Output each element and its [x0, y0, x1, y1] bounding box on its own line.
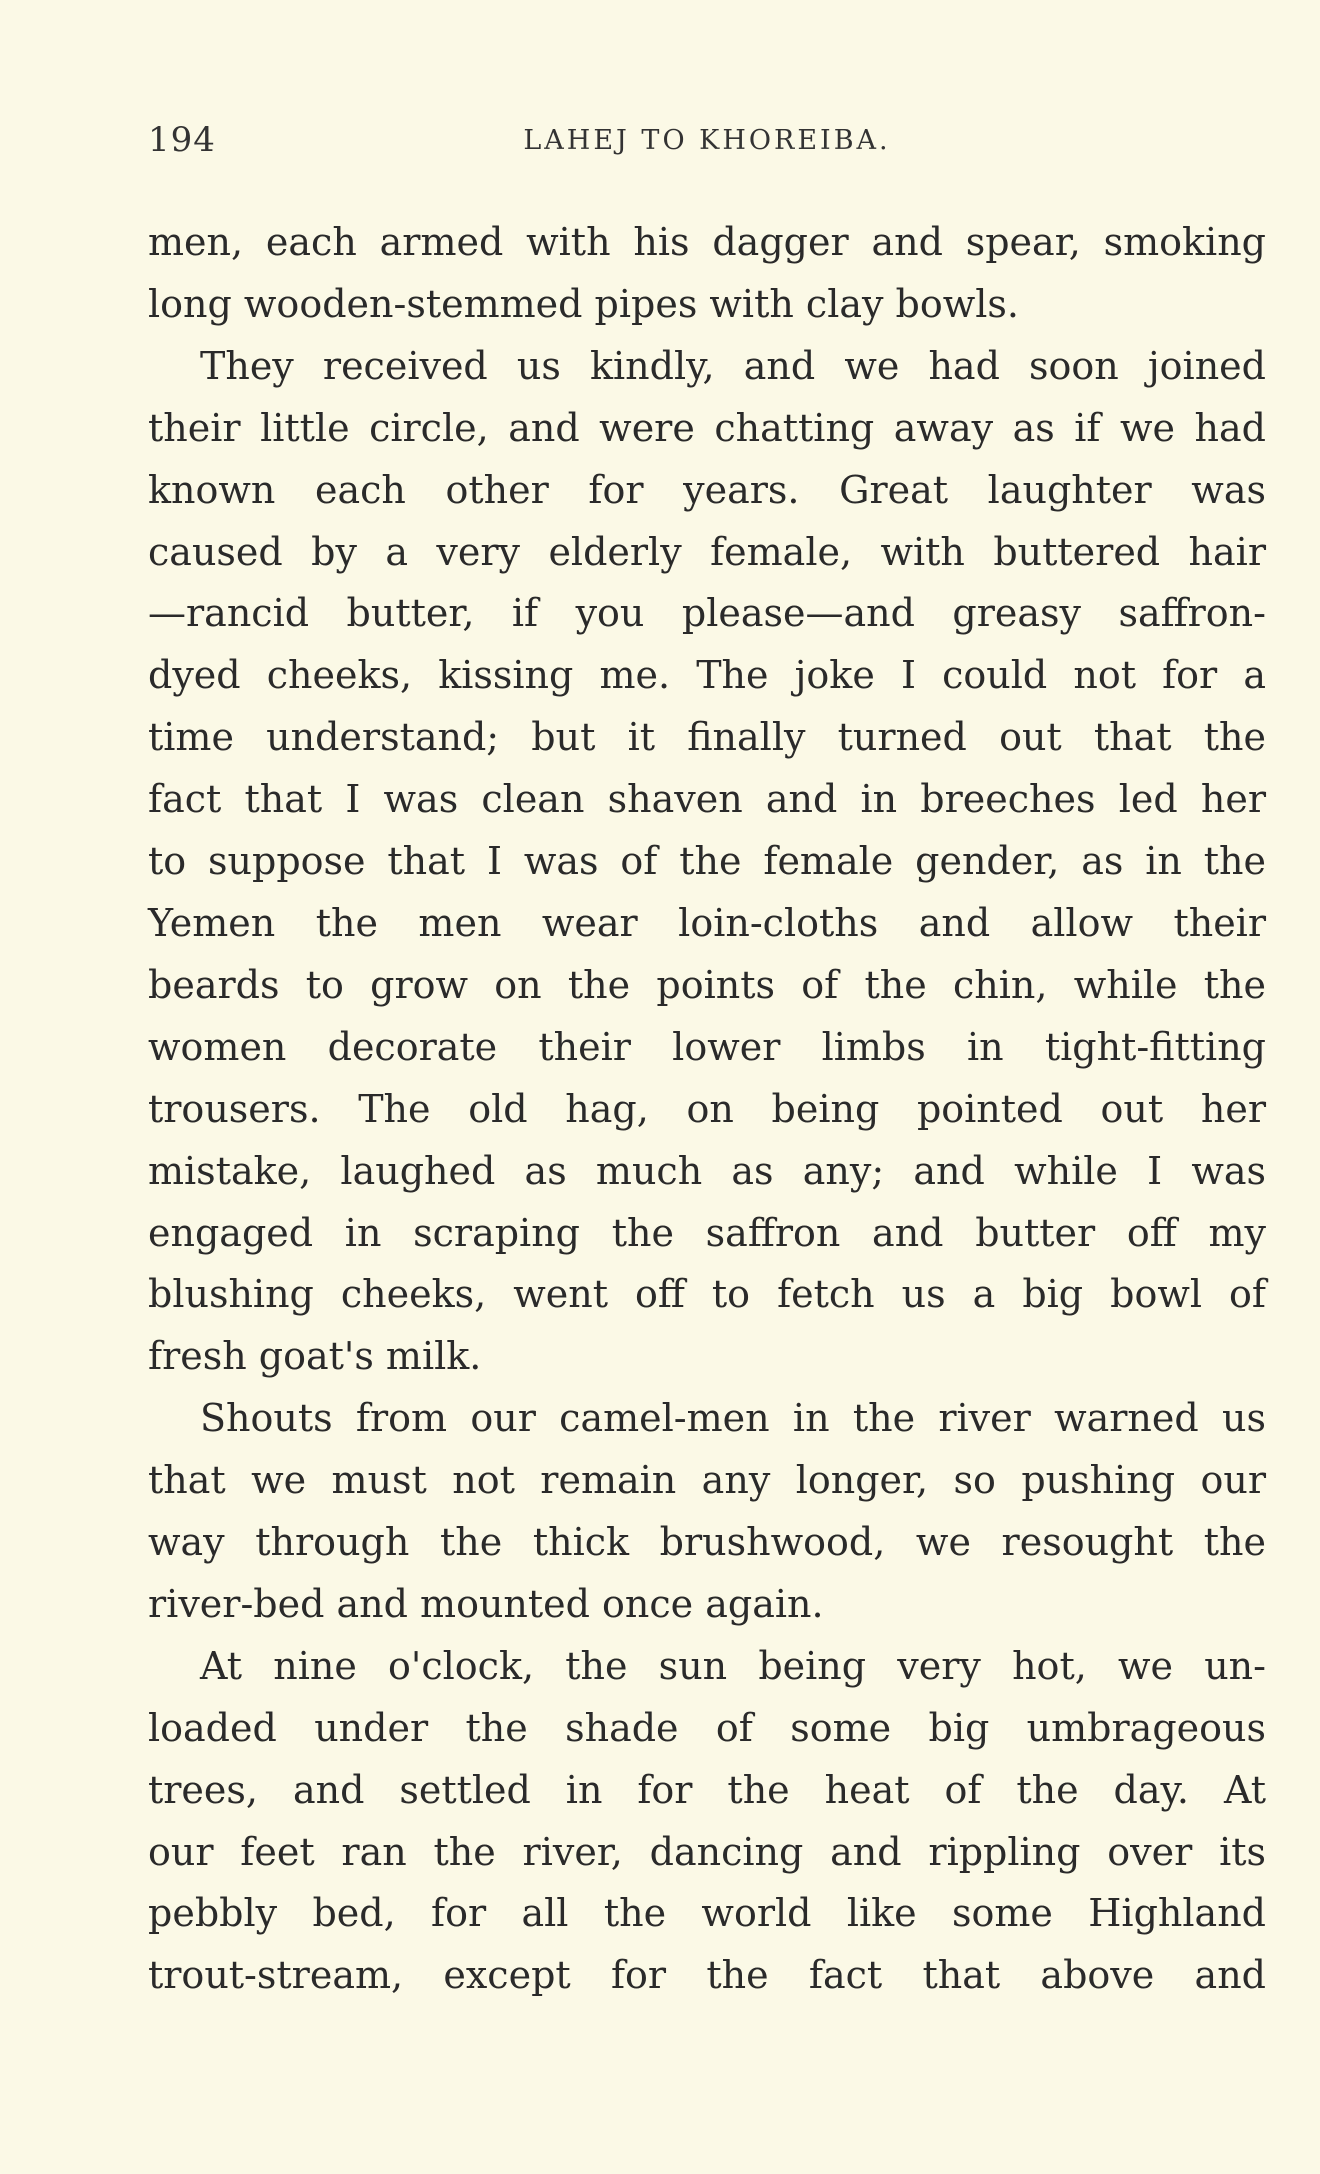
text-line: dyed cheeks, kissing me. The joke I could not for a: [148, 653, 1266, 698]
running-head: LAHEJ TO KHOREIBA.: [523, 125, 891, 156]
text-line: loaded under the shade of some big umbrageous: [148, 1705, 1266, 1750]
text-line: river-bed and mounted once again.: [148, 1581, 824, 1626]
text-line: engaged in scraping the saffron and butter off my: [148, 1210, 1266, 1255]
page-number: 194: [148, 120, 216, 160]
text-line: men, each armed with his dagger and spear, smoking: [148, 220, 1266, 264]
text-line: trout-stream, except for the fact that above and: [148, 1953, 1266, 1998]
text-line: Shouts from our camel-men in the river warned us: [200, 1396, 1266, 1441]
text-line: They received us kindly, and we had soon joined: [200, 343, 1266, 388]
text-line: blushing cheeks, went off to fetch us a big bowl of: [148, 1272, 1266, 1317]
text-line: time understand; but it finally turned out that the: [148, 715, 1266, 760]
text-line: Yemen the men wear loin-cloths and allow their: [148, 900, 1266, 945]
paragraph: [148, 336, 1266, 1388]
text-line: At nine o'clock, the sun being very hot, we un-: [200, 1643, 1266, 1688]
text-line: fresh goat's milk.: [148, 1334, 482, 1379]
page-header: [148, 120, 1266, 180]
text-line: mistake, laughed as much as any; and while I was: [148, 1148, 1266, 1193]
paragraph: [148, 1388, 1266, 1636]
text-line: women decorate their lower limbs in tight-fitting: [148, 1024, 1266, 1069]
text-line: —rancid butter, if you please—and greasy saffron-: [148, 591, 1266, 636]
paragraph: [148, 1636, 1266, 2007]
text-line: pebbly bed, for all the world like some Highland: [148, 1891, 1266, 1936]
text-line: trousers. The old hag, on being pointed out her: [148, 1086, 1266, 1131]
text-line: known each other for years. Great laughter was: [148, 467, 1266, 512]
text-line: to suppose that I was of the female gender, as in the: [148, 839, 1266, 884]
text-line: trees, and settled in for the heat of the day. At: [148, 1767, 1266, 1812]
text-line: fact that I was clean shaven and in breeches led her: [148, 777, 1266, 822]
text-line: that we must not remain any longer, so pushing our: [148, 1458, 1266, 1503]
text-line: their little circle, and were chatting away as if we had: [148, 405, 1266, 450]
text-line: beards to grow on the points of the chin, while the: [148, 962, 1266, 1007]
body-text: [148, 212, 1266, 2007]
text-line: long wooden-stemmed pipes with clay bowls.: [148, 281, 1020, 326]
text-line: way through the thick brushwood, we resought the: [148, 1520, 1266, 1565]
text-line: our feet ran the river, dancing and rippling over its: [148, 1829, 1266, 1874]
text-line: caused by a very elderly female, with buttered hair: [148, 529, 1266, 574]
paragraph: [148, 212, 1266, 336]
